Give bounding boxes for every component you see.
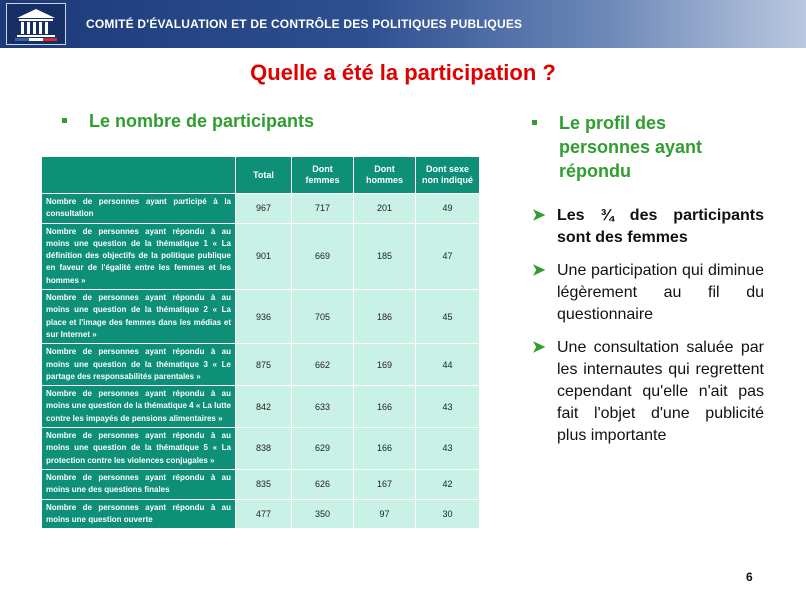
left-heading-text: Le nombre de participants (89, 111, 315, 131)
arrow-bullet-icon: ➤ (532, 339, 546, 356)
cell-total: 967 (236, 194, 292, 224)
column-header: Dont hommes (354, 157, 416, 194)
column-header: Dont sexe non indiqué (416, 157, 480, 194)
cell-total: 838 (236, 428, 292, 470)
arrow-bullet-icon: ➤ (532, 262, 546, 279)
committee-title: COMITÉ D'ÉVALUATION ET DE CONTRÔLE DES POLITIQUES PUBLIQUES (86, 17, 523, 31)
column-header: Dont femmes (292, 157, 354, 194)
table-header-row (42, 157, 480, 194)
column-header (42, 157, 236, 194)
table-row (42, 290, 480, 344)
cell-hommes: 201 (354, 194, 416, 224)
table-row (42, 344, 480, 386)
profile-bullet-list (532, 205, 764, 458)
cell-hommes: 185 (354, 223, 416, 289)
cell-non-indique: 44 (416, 344, 480, 386)
cell-femmes: 717 (292, 194, 354, 224)
cell-non-indique: 42 (416, 469, 480, 499)
list-item (532, 205, 764, 249)
cell-non-indique: 43 (416, 428, 480, 470)
square-bullet-icon (62, 118, 67, 123)
cell-non-indique: 43 (416, 386, 480, 428)
cell-hommes: 167 (354, 469, 416, 499)
cell-non-indique: 30 (416, 499, 480, 529)
cell-non-indique: 49 (416, 194, 480, 224)
participants-table (41, 156, 480, 529)
table-row (42, 499, 480, 529)
cell-femmes: 662 (292, 344, 354, 386)
row-label: Nombre de personnes ayant répondu à au moins une question ouverte (42, 499, 236, 529)
cell-total: 477 (236, 499, 292, 529)
cell-hommes: 97 (354, 499, 416, 529)
bullet-text: Une consultation saluée par les internautes qui regrettent cependant qu'elle n'ait pas fait l'objet d'une publicité plus importante (557, 339, 764, 444)
row-label: Nombre de personnes ayant répondu à au moins une question de la thématique 2 « La place et l'image des femmes dans les médias et sur Internet » (42, 290, 236, 344)
bullet-text: Les ¾ des participants sont des femmes (557, 207, 764, 246)
row-label: Nombre de personnes ayant participé à la consultation (42, 194, 236, 224)
cell-femmes: 626 (292, 469, 354, 499)
cell-total: 842 (236, 386, 292, 428)
right-heading-text: Le profil des personnes ayant répondu (559, 113, 703, 181)
arrow-bullet-icon: ➤ (532, 207, 546, 224)
cell-femmes: 350 (292, 499, 354, 529)
bullet-text: Une participation qui diminue légèrement au fil du questionnaire (557, 262, 764, 323)
table-row (42, 428, 480, 470)
list-item (532, 337, 764, 447)
cell-total: 901 (236, 223, 292, 289)
cell-femmes: 629 (292, 428, 354, 470)
square-bullet-icon (532, 120, 537, 125)
cell-femmes: 705 (292, 290, 354, 344)
cell-hommes: 169 (354, 344, 416, 386)
cell-hommes: 166 (354, 386, 416, 428)
list-item (532, 260, 764, 326)
cell-total: 936 (236, 290, 292, 344)
right-section-heading (532, 111, 772, 183)
page-title: Quelle a été la participation ? (250, 60, 556, 85)
cell-hommes: 186 (354, 290, 416, 344)
cell-femmes: 633 (292, 386, 354, 428)
cell-non-indique: 45 (416, 290, 480, 344)
cell-femmes: 669 (292, 223, 354, 289)
column-header: Total (236, 157, 292, 194)
page-number: 6 (746, 570, 753, 584)
cell-total: 835 (236, 469, 292, 499)
row-label: Nombre de personnes ayant répondu à au moins une question de la thématique 3 « Le partage des responsabilités parentales » (42, 344, 236, 386)
cell-non-indique: 47 (416, 223, 480, 289)
row-label: Nombre de personnes ayant répondu à au moins une question de la thématique 5 « La protection contre les violences conjugales » (42, 428, 236, 470)
row-label: Nombre de personnes ayant répondu à au moins une question de la thématique 1 « La définition des objectifs de la politique publique en faveur de l'égalité entre les femmes et les hommes » (42, 223, 236, 289)
row-label: Nombre de personnes ayant répondu à au moins une question de la thématique 4 « La lutte contre les impayés de pensions alimentaires » (42, 386, 236, 428)
table-row (42, 194, 480, 224)
cell-total: 875 (236, 344, 292, 386)
assemblee-nationale-logo-icon (6, 3, 66, 45)
left-section-heading (62, 111, 314, 132)
table-row (42, 386, 480, 428)
row-label: Nombre de personnes ayant répondu à au moins une des questions finales (42, 469, 236, 499)
header-banner (0, 0, 806, 48)
table-row (42, 469, 480, 499)
cell-hommes: 166 (354, 428, 416, 470)
table-row (42, 223, 480, 289)
